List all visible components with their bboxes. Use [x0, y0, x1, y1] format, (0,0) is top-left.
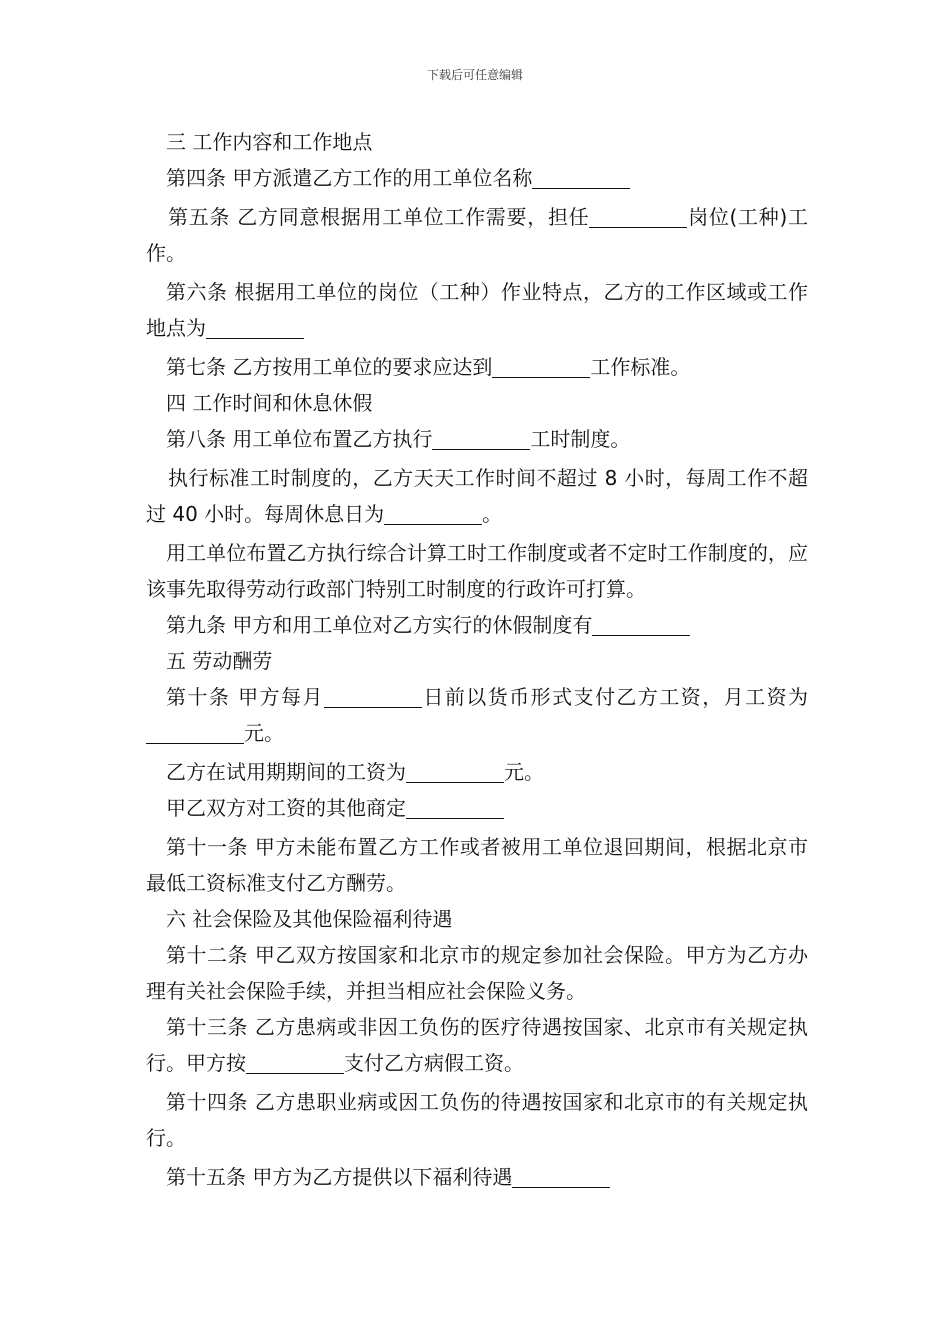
- blank-field[interactable]: [406, 798, 504, 819]
- article-12: 第十二条 甲乙双方按国家和北京市的规定参加社会保险。甲方为乙方办理有关社会保险手续，并担当相应社会保险义务。: [146, 943, 808, 1003]
- article-5: 第五条 乙方同意根据用工单位工作需要，担任 岗位(工种)工作。: [146, 205, 809, 265]
- blank-field[interactable]: [146, 723, 244, 744]
- section-heading: 六 社会保险及其他保险福利待遇: [166, 907, 453, 931]
- special-hours-paragraph: 用工单位布置乙方执行综合计算工时工作制度或者不定时工作制度的，应该事先取得劳动行政部门特别工时制度的行政许可打算。: [146, 541, 808, 601]
- blank-field[interactable]: [432, 429, 530, 450]
- article-6: 第六条 根据用工单位的岗位（工种）作业特点，乙方的工作区域或工作地点为: [146, 280, 808, 340]
- blank-field[interactable]: [589, 207, 687, 228]
- blank-field[interactable]: [406, 762, 504, 783]
- section-heading: 四 工作时间和休息休假: [166, 391, 373, 415]
- blank-field[interactable]: [384, 504, 482, 525]
- article-13: 第十三条 乙方患病或非因工负伤的医疗待遇按国家、北京市有关规定执行。甲方按 支付乙方病假工资。: [146, 1015, 808, 1075]
- article-10: 第十条 甲方每月 日前以货币形式支付乙方工资，月工资为元。: [146, 679, 808, 751]
- blank-field[interactable]: [592, 615, 690, 636]
- blank-field[interactable]: [532, 168, 630, 189]
- article-15: 第十五条 甲方为乙方提供以下福利待遇: [146, 1159, 808, 1195]
- standard-hours-paragraph: 执行标准工时制度的，乙方天天工作时间不超过 8 小时，每周工作不超过 40 小时。每周休息日为 。: [146, 466, 808, 526]
- other-wage-agreement: 甲乙双方对工资的其他商定: [146, 790, 808, 826]
- blank-field[interactable]: [512, 1167, 610, 1188]
- article-9: 第九条 甲方和用工单位对乙方实行的休假制度有: [146, 607, 808, 643]
- blank-field[interactable]: [492, 357, 590, 378]
- article-4: 第四条 甲方派遣乙方工作的用工单位名称: [146, 160, 808, 196]
- article-7: 第七条 乙方按用工单位的要求应达到 工作标准。: [166, 355, 691, 379]
- section-heading: 五 劳动酬劳: [166, 649, 273, 673]
- article-14: 第十四条 乙方患职业病或因工负伤的待遇按国家和北京市的有关规定执行。: [146, 1090, 808, 1150]
- probation-wage: 乙方在试用期期间的工资为 元。: [166, 760, 544, 784]
- section-heading: 三 工作内容和工作地点: [166, 130, 373, 154]
- blank-field[interactable]: [246, 1053, 344, 1074]
- article-11: 第十一条 甲方未能布置乙方工作或者被用工单位退回期间，根据北京市最低工资标准支付乙方酬劳。: [146, 835, 808, 895]
- blank-field[interactable]: [206, 318, 304, 339]
- document-body: [146, 124, 808, 1195]
- page-header: 下载后可任意编辑: [426, 68, 523, 82]
- blank-field[interactable]: [324, 687, 422, 708]
- article-8: 第八条 用工单位布置乙方执行 工时制度。: [166, 427, 631, 451]
